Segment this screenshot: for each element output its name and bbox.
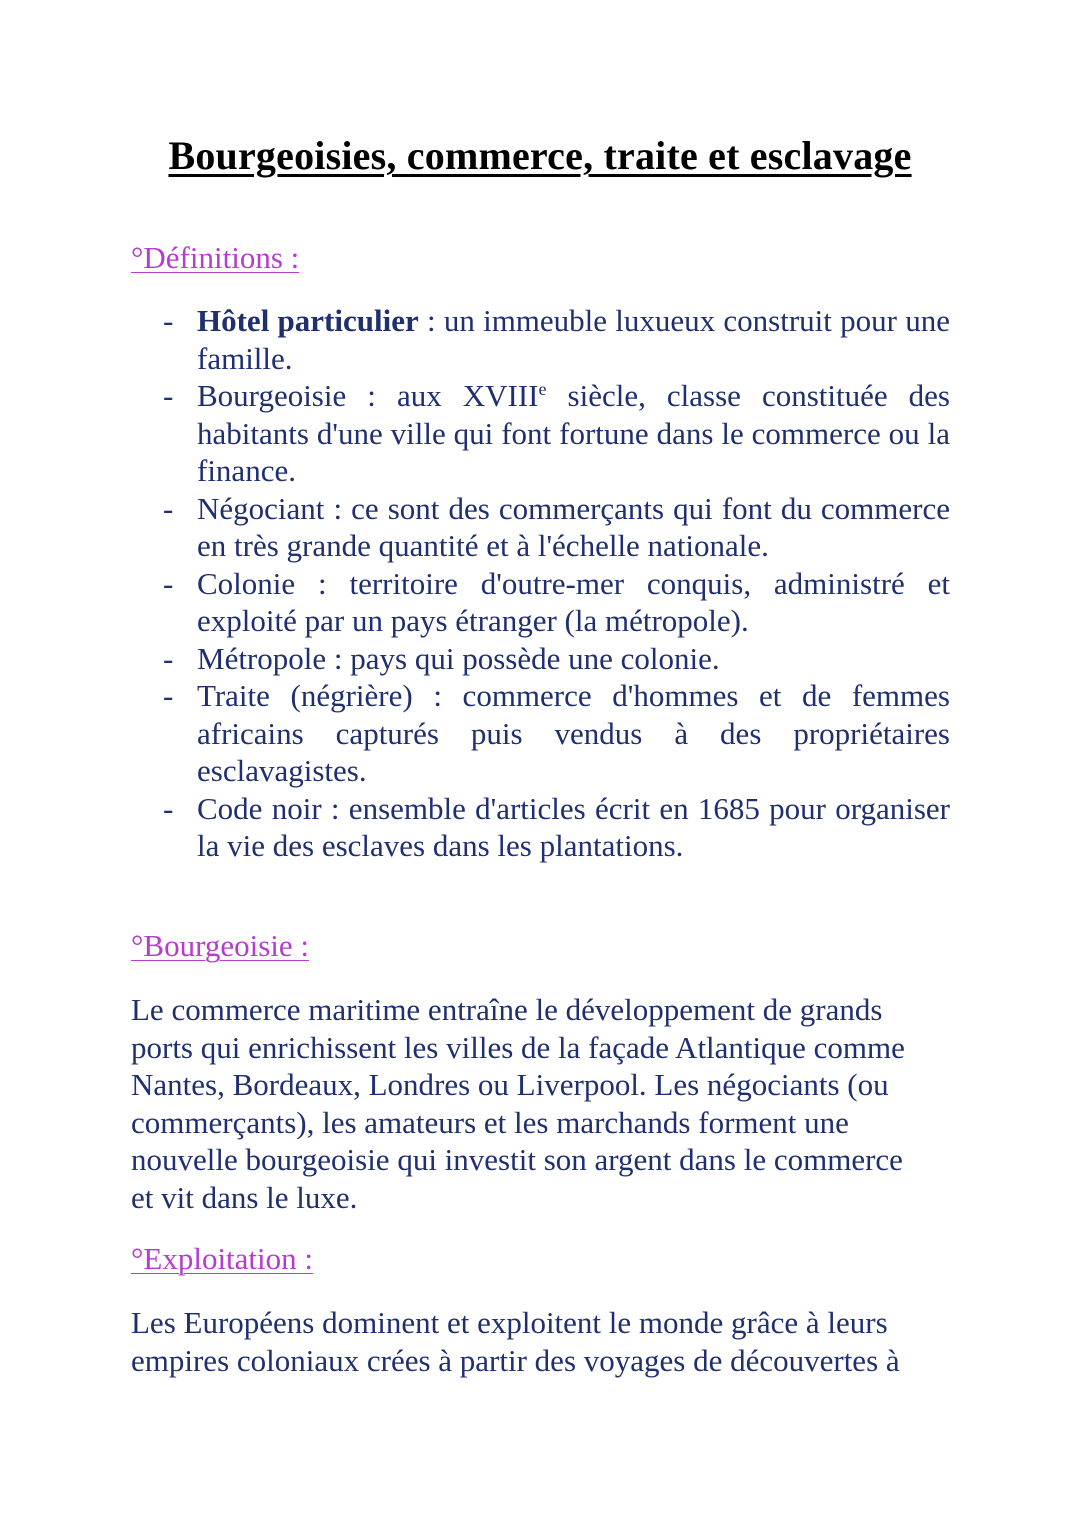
definition-item-metropole [0, 640, 950, 678]
list-dash: - [163, 678, 174, 713]
list-dash: - [163, 378, 174, 413]
paragraph-line: Nantes, Bordeaux, Londres ou Liverpool. Les négociants (ou [131, 1067, 889, 1103]
list-dash: - [163, 565, 174, 601]
definition-term: Code noir [197, 790, 322, 826]
definition-term: Colonie [197, 565, 296, 601]
paragraph-line: commerçants), les amateurs et les marchands forment une [131, 1104, 849, 1140]
definition-text: siècle, classe constituée des habitants d'une ville qui font fortune dans le commerce ou la finance. [197, 378, 951, 488]
definition-term: Négociant [197, 490, 325, 526]
superscript: e [538, 379, 547, 399]
definition-item-traite [0, 677, 950, 790]
exploitation-heading: °Exploitation : [131, 1241, 314, 1276]
definition-item-negociant [0, 490, 950, 565]
definition-text: : ce sont des commerçants qui font du commerce en très grande quantité et à l'échelle nationale. [197, 490, 950, 563]
page-title: Bourgeoisies, commerce, traite et esclavage [168, 133, 912, 178]
definitions-list [0, 302, 1080, 865]
definition-text: : territoire d'outre-mer conquis, administré et exploité par un pays étranger (la métropole). [197, 565, 950, 638]
paragraph-line: et vit dans le luxe. [131, 1179, 358, 1215]
paragraph-line: Le commerce maritime entraîne le développement de grands [131, 992, 883, 1027]
definition-text: : commerce d'hommes et de femmes africains capturés puis vendus à des propriétaires esclavagistes. [197, 678, 950, 788]
exploitation-paragraph [131, 1304, 951, 1379]
definition-term: Traite (négrière) [197, 678, 413, 713]
bourgeoisie-paragraph [131, 991, 951, 1217]
definition-text: : pays qui possède une colonie. [326, 640, 720, 676]
paragraph-line: ports qui enrichissent les villes de la façade Atlantique comme [131, 1029, 905, 1065]
paragraph-line: Les Européens dominent et exploitent le monde grâce à leurs [131, 1305, 888, 1340]
definition-text: : ensemble d'articles écrit en 1685 pour organiser la vie des esclaves dans les plantations. [197, 790, 951, 863]
paragraph-line: empires coloniaux crées à partir des voyages de découvertes à [131, 1342, 900, 1378]
definition-text: : un immeuble luxueux construit pour une famille. [197, 303, 950, 376]
list-dash: - [163, 790, 174, 826]
definition-item-code-noir [0, 790, 950, 865]
list-dash: - [163, 490, 174, 526]
definition-item-colonie [0, 565, 950, 640]
definitions-heading: °Définitions : [131, 240, 300, 275]
list-dash: - [163, 303, 174, 338]
list-dash: - [163, 640, 174, 676]
definition-term: Hôtel particulier [197, 303, 419, 338]
definition-term: Métropole [197, 640, 327, 676]
definition-term: Bourgeoisie : aux XVIII [197, 378, 539, 413]
bourgeoisie-heading: °Bourgeoisie : [131, 928, 310, 963]
definition-item-hotel-particulier [0, 302, 950, 377]
paragraph-line: nouvelle bourgeoisie qui investit son argent dans le commerce [131, 1142, 903, 1178]
definition-item-bourgeoisie [0, 377, 950, 490]
